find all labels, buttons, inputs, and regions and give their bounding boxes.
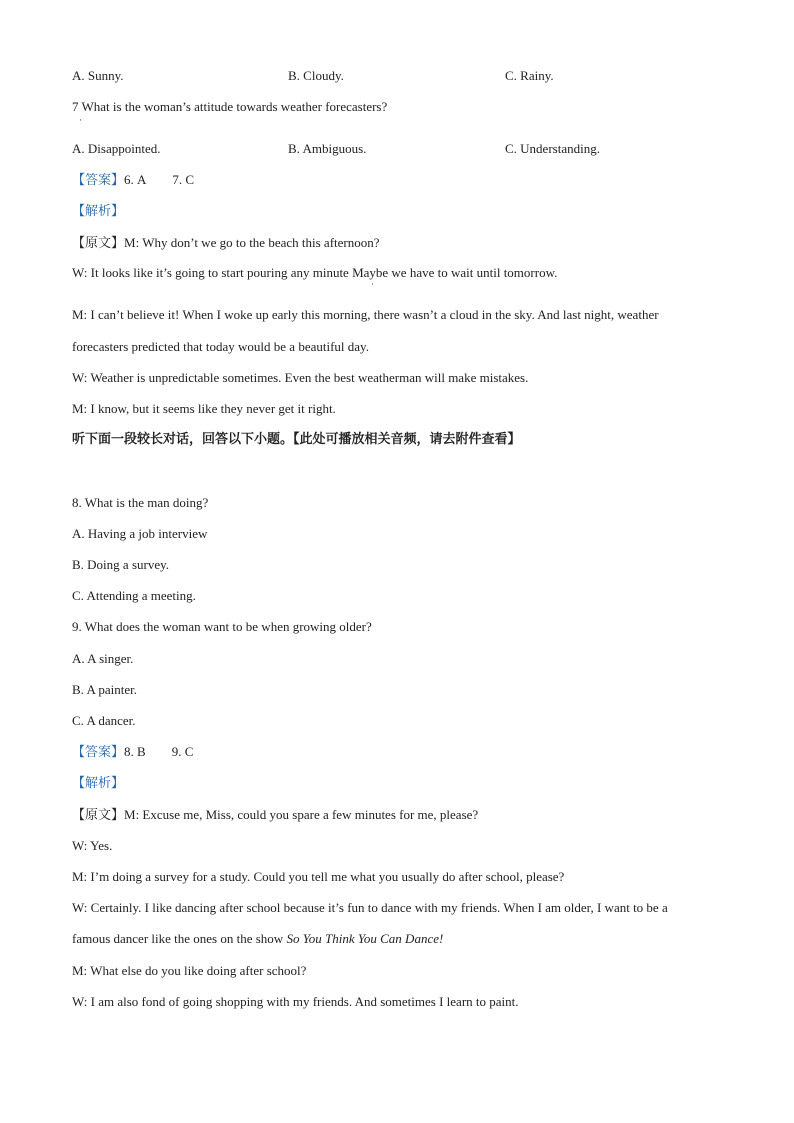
q6-option-c: C. Rainy. <box>505 68 554 83</box>
transcript-2-line-3: M: I’m doing a survey for a study. Could you tell me what you usually do after school, please? <box>72 869 565 884</box>
transcript-2-line-1: 【原文】M: Excuse me, Miss, could you spare a few minutes for me, please? <box>72 807 479 823</box>
stray-dot-mark: · <box>371 279 374 289</box>
q7-option-c: C. Understanding. <box>505 141 600 156</box>
transcript-2-line-7: W: I am also fond of going shopping with my friends. And sometimes I learn to paint. <box>72 994 519 1009</box>
analysis-label-2: 【解析】 <box>72 776 125 791</box>
transcript-label: 【原文】 <box>72 236 125 251</box>
q9-option-b: B. A painter. <box>72 682 137 697</box>
q9-option-a: A. A singer. <box>72 651 134 666</box>
answer-9: 9. C <box>171 744 194 759</box>
transcript-2-line-4: W: Certainly. I like dancing after school because it’s fun to dance with my friends. When I am older, I want to be a <box>72 900 668 915</box>
show-title: So You Think You Can Dance! <box>286 931 444 946</box>
transcript-2-line-5: famous dancer like the ones on the show So You Think You Can Dance! <box>72 931 444 946</box>
q9-option-c: C. A dancer. <box>72 713 136 728</box>
q6-options <box>72 69 772 85</box>
listening-instruction: 听下面一段较长对话，回答以下小题。【此处可播放相关音频，请去附件查看】 <box>72 432 521 447</box>
transcript-1-line-5: W: Weather is unpredictable sometimes. Even the best weatherman will make mistakes. <box>72 370 529 385</box>
answer-block-2 <box>72 745 193 759</box>
q8-question: 8. What is the man doing? <box>72 495 209 510</box>
answer-label: 【答案】 <box>72 173 125 188</box>
transcript-1-line-4: forecasters predicted that today would be a beautiful day. <box>72 339 369 354</box>
q6-option-a: A. Sunny. <box>72 68 124 83</box>
transcript-1-line-3: M: I can’t believe it! When I woke up early this morning, there wasn’t a cloud in the sky. And last night, weather <box>72 307 659 322</box>
q8-option-a: A. Having a job interview <box>72 526 208 541</box>
q7-option-a: A. Disappointed. <box>72 141 161 156</box>
q8-option-b: B. Doing a survey. <box>72 557 170 572</box>
stray-dot-mark: · <box>79 115 82 125</box>
answer-block-1 <box>72 173 194 187</box>
transcript-2-line-2: W: Yes. <box>72 838 113 853</box>
answer-label: 【答案】 <box>72 745 125 760</box>
q7-options <box>72 142 772 158</box>
q7-option-b: B. Ambiguous. <box>288 141 367 156</box>
transcript-1-line-2: W: It looks like it’s going to start pouring any minute Maybe we have to wait until tomorrow. <box>72 265 558 280</box>
q8-option-c: C. Attending a meeting. <box>72 588 196 603</box>
answer-6: 6. A <box>124 172 147 187</box>
transcript-label: 【原文】 <box>72 808 125 823</box>
q6-option-b: B. Cloudy. <box>288 68 344 83</box>
answer-8: 8. B <box>124 744 146 759</box>
transcript-1-line-6: M: I know, but it seems like they never get it right. <box>72 401 336 416</box>
q7-question: 7 What is the woman’s attitude towards weather forecasters? <box>72 99 388 114</box>
analysis-label-1: 【解析】 <box>72 204 125 219</box>
answer-7: 7. C <box>172 172 195 187</box>
q9-question: 9. What does the woman want to be when growing older? <box>72 619 372 634</box>
transcript-1-line-1: 【原文】M: Why don’t we go to the beach this afternoon? <box>72 235 380 251</box>
transcript-2-line-6: M: What else do you like doing after school? <box>72 963 307 978</box>
